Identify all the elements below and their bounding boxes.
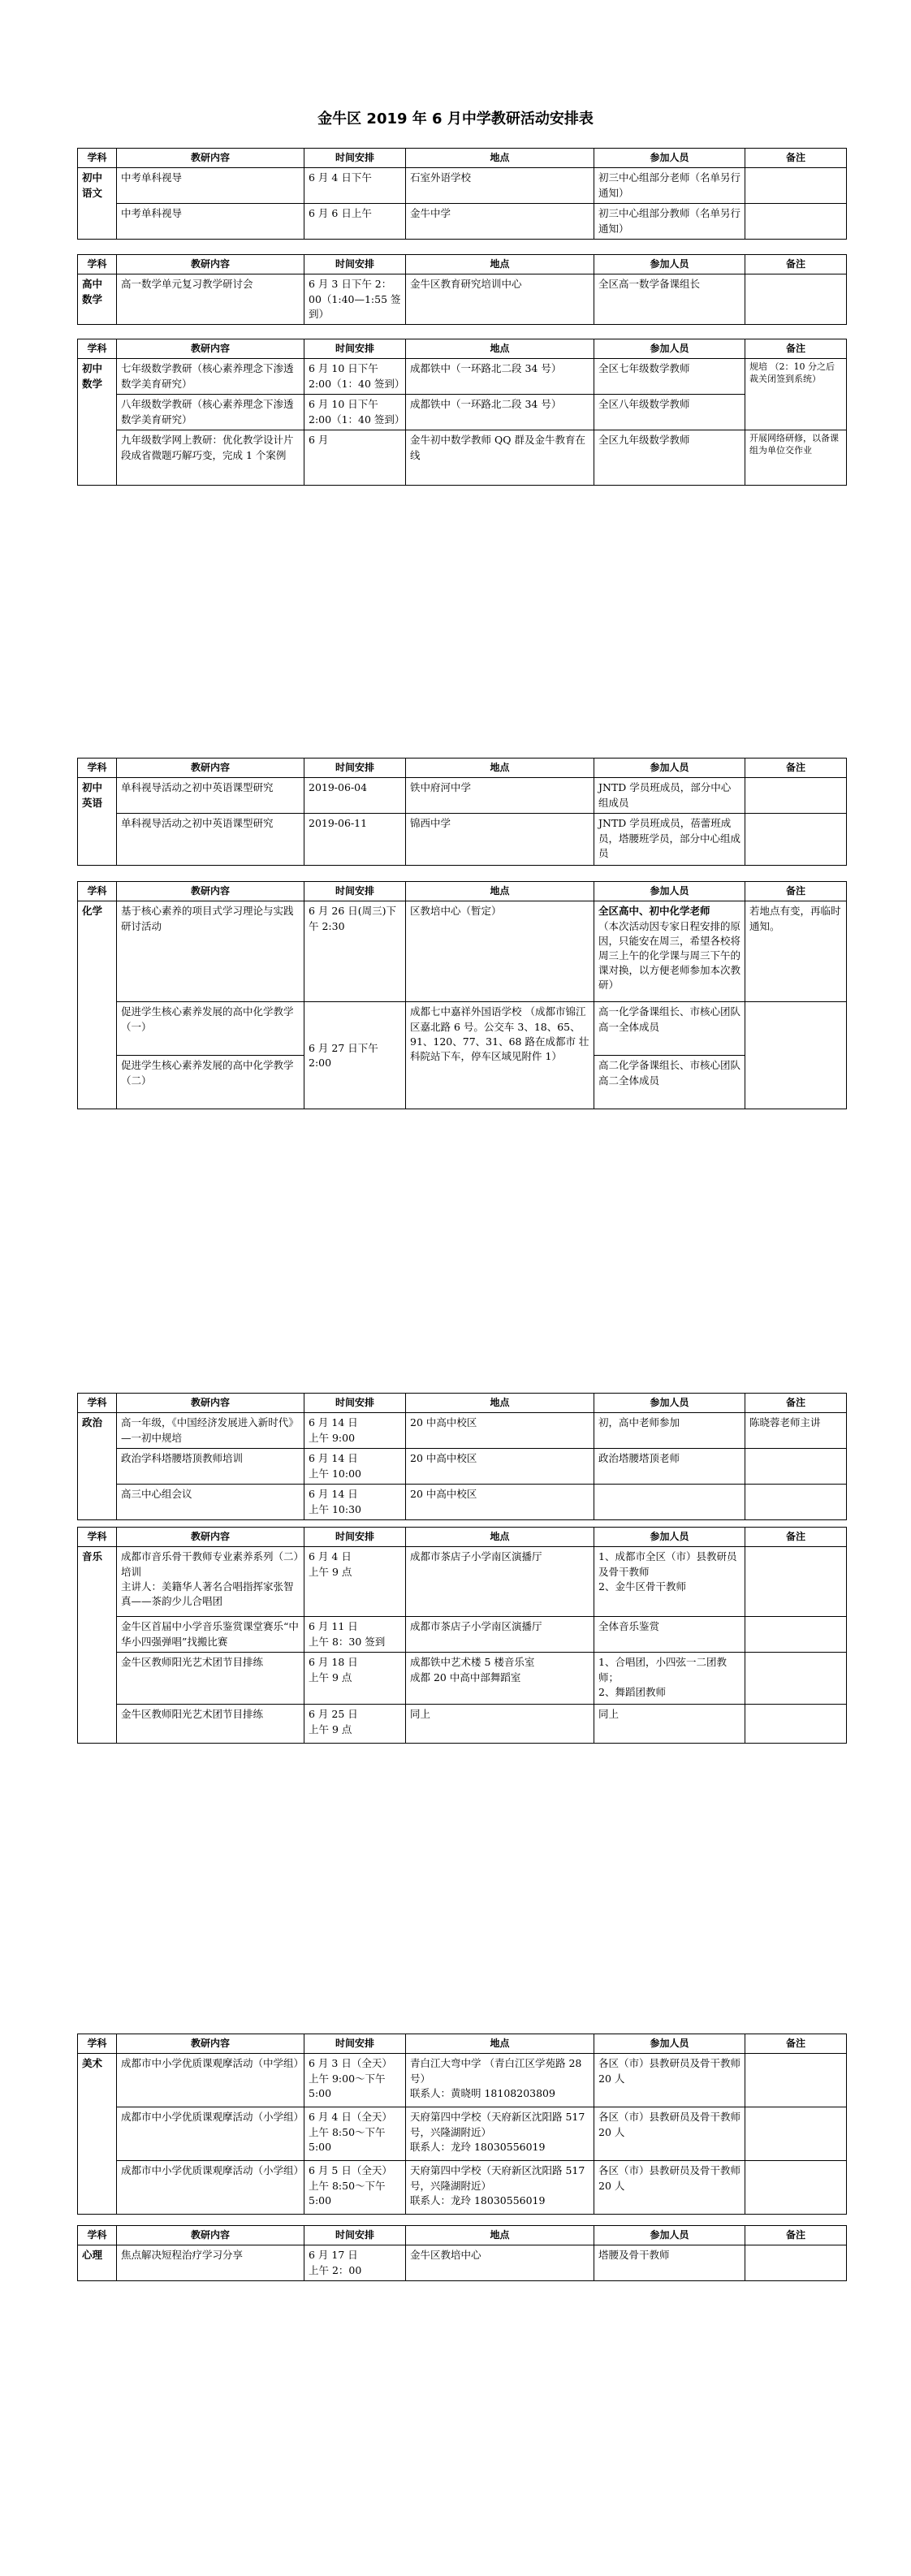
table-header-row xyxy=(78,882,847,901)
schedule-table-art xyxy=(77,2034,847,2215)
content-cell: 成都市中小学优质课观摩活动（小学组） xyxy=(117,2107,304,2161)
col-header-note: 备注 xyxy=(745,759,847,778)
time-cell: 6 月 27 日下午 2:00 xyxy=(304,1002,406,1109)
content-cell: 焦点解决短程治疗学习分享 xyxy=(117,2245,304,2281)
col-header-place: 地点 xyxy=(406,2226,594,2245)
time-cell: 6 月 3 日下午 2：00（1:40—1:55 签到） xyxy=(304,274,406,325)
col-header-people: 参加人员 xyxy=(594,149,745,168)
people-cell: 初三中心组部分教师（名单另行通知） xyxy=(594,204,745,240)
subject-cell: 高中 数学 xyxy=(78,274,117,325)
col-header-place: 地点 xyxy=(406,2034,594,2054)
people-cell: 政治塔腰塔顶老师 xyxy=(594,1449,745,1485)
col-header-subject: 学科 xyxy=(78,2226,117,2245)
people-cell: 全区九年级数学教师 xyxy=(594,430,745,486)
place-cell: 成都市茶店子小学南区演播厅 xyxy=(406,1617,594,1653)
table-row xyxy=(78,1617,847,1653)
time-cell: 6 月 14 日 上午 10:00 xyxy=(304,1449,406,1485)
table-row xyxy=(78,359,847,395)
table-header-row xyxy=(78,1528,847,1547)
time-cell: 6 月 10 日下午 2:00（1：40 签到） xyxy=(304,359,406,395)
content-cell: 八年级数学教研（核心素养理念下渗透数学美育研究） xyxy=(117,395,304,430)
time-cell: 6 月 5 日（全天） 上午 8:50～下午 5:00 xyxy=(304,2161,406,2215)
time-cell: 6 月 26 日(周三)下午 2:30 xyxy=(304,901,406,1002)
time-cell: 6 月 17 日 上午 2：00 xyxy=(304,2245,406,2281)
table-row xyxy=(78,2245,847,2281)
subject-cell: 政治 xyxy=(78,1413,117,1520)
col-header-content: 教研内容 xyxy=(117,255,304,274)
people-cell: 初三中心组部分老师（名单另行通知） xyxy=(594,168,745,204)
col-header-time: 时间安排 xyxy=(304,1394,406,1413)
place-cell: 锦西中学 xyxy=(406,814,594,866)
col-header-place: 地点 xyxy=(406,149,594,168)
col-header-people: 参加人员 xyxy=(594,1528,745,1547)
col-header-place: 地点 xyxy=(406,1394,594,1413)
note-cell xyxy=(745,1547,847,1617)
col-header-time: 时间安排 xyxy=(304,149,406,168)
place-cell: 同上 xyxy=(406,1705,594,1744)
table-row xyxy=(78,2054,847,2107)
people-cell: 1、成都市全区（市）县教研员及骨干教师 2、金牛区骨干教师 xyxy=(594,1547,745,1617)
subject-cell: 初中 数学 xyxy=(78,359,117,486)
time-cell: 6 月 3 日（全天） 上午 9:00～下午 5:00 xyxy=(304,2054,406,2107)
place-cell: 金牛区教育研究培训中心 xyxy=(406,274,594,325)
subject-cell: 初中 语文 xyxy=(78,168,117,240)
col-header-note: 备注 xyxy=(745,1528,847,1547)
col-header-subject: 学科 xyxy=(78,759,117,778)
note-cell xyxy=(745,1449,847,1485)
col-header-content: 教研内容 xyxy=(117,2034,304,2054)
time-cell: 6 月 4 日（全天） 上午 8:50～下午 5:00 xyxy=(304,2107,406,2161)
subject-cell: 化学 xyxy=(78,901,117,1109)
place-cell: 成都市茶店子小学南区演播厅 xyxy=(406,1547,594,1617)
place-cell: 成都铁中（一环路北二段 34 号） xyxy=(406,359,594,395)
subject-cell: 心理 xyxy=(78,2245,117,2281)
place-cell: 青白江大弯中学 （青白江区学苑路 28 号） 联系人：黄晓明 18108203809 xyxy=(406,2054,594,2107)
note-cell: 规培 （2：10 分之后裁关闭签到系统） xyxy=(745,359,847,430)
content-cell: 政治学科塔腰塔顶教师培训 xyxy=(117,1449,304,1485)
schedule-table-junior-chinese xyxy=(77,148,847,240)
table-row xyxy=(78,2107,847,2161)
col-header-note: 备注 xyxy=(745,1394,847,1413)
place-cell: 20 中高中校区 xyxy=(406,1485,594,1520)
table-header-row xyxy=(78,149,847,168)
place-cell: 铁中府河中学 xyxy=(406,778,594,814)
people-cell: 各区（市）县教研员及骨干教师 20 人 xyxy=(594,2161,745,2215)
table-row xyxy=(78,274,847,325)
time-cell: 6 月 25 日 上午 9 点 xyxy=(304,1705,406,1744)
col-header-note: 备注 xyxy=(745,255,847,274)
place-cell: 天府第四中学校（天府新区沈阳路 517 号，兴隆湖附近） 联系人：龙玲 18030556019 xyxy=(406,2161,594,2215)
col-header-subject: 学科 xyxy=(78,339,117,359)
place-cell: 20 中高中校区 xyxy=(406,1413,594,1449)
place-cell: 成都铁中艺术楼 5 楼音乐室 成都 20 中高中部舞蹈室 xyxy=(406,1653,594,1705)
schedule-table-junior-math xyxy=(77,339,847,486)
people-cell: 同上 xyxy=(594,1705,745,1744)
note-cell xyxy=(745,2161,847,2215)
col-header-time: 时间安排 xyxy=(304,882,406,901)
note-cell xyxy=(745,2054,847,2107)
col-header-time: 时间安排 xyxy=(304,255,406,274)
col-header-place: 地点 xyxy=(406,1528,594,1547)
col-header-content: 教研内容 xyxy=(117,339,304,359)
col-header-place: 地点 xyxy=(406,339,594,359)
col-header-note: 备注 xyxy=(745,149,847,168)
table-row xyxy=(78,430,847,486)
col-header-content: 教研内容 xyxy=(117,882,304,901)
time-cell: 6 月 4 日 上午 9 点 xyxy=(304,1547,406,1617)
col-header-subject: 学科 xyxy=(78,1394,117,1413)
note-cell xyxy=(745,1705,847,1744)
people-cell: 各区（市）县教研员及骨干教师 20 人 xyxy=(594,2107,745,2161)
content-cell: 基于核心素养的项目式学习理论与实践研讨活动 xyxy=(117,901,304,1002)
note-cell: 若地点有变，再临时通知。 xyxy=(745,901,847,1002)
people-cell: 全区七年级数学教师 xyxy=(594,359,745,395)
content-cell: 高一年级，《中国经济发展进入新时代》—一初中规培 xyxy=(117,1413,304,1449)
schedule-table-music xyxy=(77,1527,847,1744)
note-cell xyxy=(745,1485,847,1520)
content-cell: 高三中心组会议 xyxy=(117,1485,304,1520)
people-cell: 各区（市）县教研员及骨干教师 20 人 xyxy=(594,2054,745,2107)
schedule-table-senior-math xyxy=(77,254,847,325)
content-cell: 成都市中小学优质课观摩活动（小学组） xyxy=(117,2161,304,2215)
time-cell: 6 月 xyxy=(304,430,406,486)
note-cell xyxy=(745,778,847,814)
subject-cell: 初中 英语 xyxy=(78,778,117,866)
col-header-subject: 学科 xyxy=(78,255,117,274)
time-cell: 6 月 11 日 上午 8：30 签到 xyxy=(304,1617,406,1653)
col-header-people: 参加人员 xyxy=(594,882,745,901)
table-row xyxy=(78,168,847,204)
table-header-row xyxy=(78,339,847,359)
col-header-subject: 学科 xyxy=(78,2034,117,2054)
people-cell: 高二化学备课组长、市核心团队高二全体成员 xyxy=(594,1056,745,1109)
table-header-row xyxy=(78,2226,847,2245)
schedule-table-psychology xyxy=(77,2225,847,2281)
content-cell: 九年级数学网上教研：优化教学设计片段成省微题巧解巧变，完成 1 个案例 xyxy=(117,430,304,486)
col-header-time: 时间安排 xyxy=(304,1528,406,1547)
table-row xyxy=(78,1413,847,1449)
people-cell: JNTD 学员班成员，部分中心组成员 xyxy=(594,778,745,814)
content-cell: 成都市音乐骨干教师专业素养系列（二）培训 主讲人：美籍华人著名合唱指挥家张智真——茶韵少儿合唱团 xyxy=(117,1547,304,1617)
table-row xyxy=(78,1547,847,1617)
content-cell: 成都市中小学优质课观摩活动（中学组） xyxy=(117,2054,304,2107)
note-cell xyxy=(745,168,847,204)
people-remark: （本次活动因专家日程安排的原因，只能安在周三，希望各校将周三上午的化学课与周三下午的课对换，以方便老师参加本次教研） xyxy=(598,919,741,992)
note-cell xyxy=(745,814,847,866)
content-cell: 单科视导活动之初中英语课型研究 xyxy=(117,778,304,814)
note-cell xyxy=(745,1653,847,1705)
time-cell: 6 月 14 日 上午 9:00 xyxy=(304,1413,406,1449)
time-cell: 2019-06-11 xyxy=(304,814,406,866)
content-cell: 单科视导活动之初中英语课型研究 xyxy=(117,814,304,866)
col-header-time: 时间安排 xyxy=(304,2034,406,2054)
col-header-people: 参加人员 xyxy=(594,1394,745,1413)
table-row xyxy=(78,1485,847,1520)
people-cell xyxy=(594,1485,745,1520)
people-cell xyxy=(594,901,745,1002)
people-cell: 初，高中老师参加 xyxy=(594,1413,745,1449)
table-row xyxy=(78,1705,847,1744)
col-header-content: 教研内容 xyxy=(117,1394,304,1413)
col-header-people: 参加人员 xyxy=(594,2226,745,2245)
content-cell: 中考单科视导 xyxy=(117,204,304,240)
col-header-content: 教研内容 xyxy=(117,759,304,778)
table-row xyxy=(78,1002,847,1056)
place-cell: 金牛初中数学教师 QQ 群及金牛教育在线 xyxy=(406,430,594,486)
content-cell: 促进学生核心素养发展的高中化学教学 （二） xyxy=(117,1056,304,1109)
content-cell: 中考单科视导 xyxy=(117,168,304,204)
people-cell: 塔腰及骨干教师 xyxy=(594,2245,745,2281)
col-header-subject: 学科 xyxy=(78,882,117,901)
col-header-note: 备注 xyxy=(745,2226,847,2245)
col-header-subject: 学科 xyxy=(78,1528,117,1547)
note-cell xyxy=(745,274,847,325)
table-row xyxy=(78,901,847,1002)
col-header-note: 备注 xyxy=(745,882,847,901)
time-cell: 2019-06-04 xyxy=(304,778,406,814)
content-cell: 金牛区教师阳光艺术团节目排练 xyxy=(117,1653,304,1705)
col-header-place: 地点 xyxy=(406,759,594,778)
col-header-people: 参加人员 xyxy=(594,255,745,274)
table-row xyxy=(78,395,847,430)
col-header-content: 教研内容 xyxy=(117,149,304,168)
col-header-note: 备注 xyxy=(745,339,847,359)
time-cell: 6 月 6 日上午 xyxy=(304,204,406,240)
people-cell: 高一化学备课组长、市核心团队高一全体成员 xyxy=(594,1002,745,1056)
subject-cell: 音乐 xyxy=(78,1547,117,1744)
people-cell: 全体音乐鉴赏 xyxy=(594,1617,745,1653)
schedule-table-chemistry xyxy=(77,881,847,1109)
col-header-time: 时间安排 xyxy=(304,339,406,359)
note-cell xyxy=(745,1617,847,1653)
note-cell: 陈晓蓉老师主讲 xyxy=(745,1413,847,1449)
note-cell xyxy=(745,204,847,240)
time-cell: 6 月 10 日下午 2:00（1：40 签到） xyxy=(304,395,406,430)
content-cell: 金牛区首届中小学音乐鉴赏课堂赛乐“中华小四强弹唱”找搬比赛 xyxy=(117,1617,304,1653)
people-highlight: 全区高中、初中化学老师 xyxy=(598,905,710,918)
place-cell: 金牛中学 xyxy=(406,204,594,240)
table-row xyxy=(78,814,847,866)
note-cell xyxy=(745,1002,847,1109)
people-cell: 全区八年级数学教师 xyxy=(594,395,745,430)
note-cell xyxy=(745,2107,847,2161)
col-header-people: 参加人员 xyxy=(594,2034,745,2054)
col-header-time: 时间安排 xyxy=(304,2226,406,2245)
col-header-place: 地点 xyxy=(406,255,594,274)
table-row xyxy=(78,2161,847,2215)
col-header-place: 地点 xyxy=(406,882,594,901)
content-cell: 金牛区教师阳光艺术团节目排练 xyxy=(117,1705,304,1744)
people-cell: 全区高一数学备课组长 xyxy=(594,274,745,325)
table-header-row xyxy=(78,1394,847,1413)
table-header-row xyxy=(78,255,847,274)
col-header-people: 参加人员 xyxy=(594,759,745,778)
col-header-content: 教研内容 xyxy=(117,2226,304,2245)
col-header-people: 参加人员 xyxy=(594,339,745,359)
document-title: 金牛区 2019 年 6 月中学教研活动安排表 xyxy=(317,110,594,128)
time-cell: 6 月 18 日 上午 9 点 xyxy=(304,1653,406,1705)
col-header-note: 备注 xyxy=(745,2034,847,2054)
table-row xyxy=(78,778,847,814)
col-header-subject: 学科 xyxy=(78,149,117,168)
schedule-table-politics xyxy=(77,1393,847,1520)
place-cell: 金牛区教培中心 xyxy=(406,2245,594,2281)
note-cell xyxy=(745,2245,847,2281)
content-cell: 七年级数学教研（核心素养理念下渗透数学美育研究） xyxy=(117,359,304,395)
place-cell: 20 中高中校区 xyxy=(406,1449,594,1485)
schedule-table-junior-english xyxy=(77,758,847,866)
col-header-content: 教研内容 xyxy=(117,1528,304,1547)
time-cell: 6 月 4 日下午 xyxy=(304,168,406,204)
place-cell: 石室外语学校 xyxy=(406,168,594,204)
place-cell: 区教培中心（暂定） xyxy=(406,901,594,1002)
col-header-time: 时间安排 xyxy=(304,759,406,778)
table-row xyxy=(78,1653,847,1705)
content-cell: 促进学生核心素养发展的高中化学教学 （一） xyxy=(117,1002,304,1056)
table-row xyxy=(78,204,847,240)
content-cell: 高一数学单元复习教学研讨会 xyxy=(117,274,304,325)
note-cell: 开展网络研修，以备课组为单位交作业 xyxy=(745,430,847,486)
place-cell: 成都铁中（一环路北二段 34 号） xyxy=(406,395,594,430)
table-row xyxy=(78,1449,847,1485)
place-cell: 成都七中嘉祥外国语学校 （成都市锦江区嘉北路 6 号。公交车 3、18、65、91、120、77、31、68 路在成都市 壮科院站下车，停车区域见附件 1） xyxy=(406,1002,594,1109)
place-cell: 天府第四中学校（天府新区沈阳路 517 号，兴隆湖附近） 联系人：龙玲 18030556019 xyxy=(406,2107,594,2161)
subject-cell: 美术 xyxy=(78,2054,117,2215)
table-header-row xyxy=(78,2034,847,2054)
people-cell: 1、合唱团，小四弦一二团教师； 2、舞蹈团教师 xyxy=(594,1653,745,1705)
time-cell: 6 月 14 日 上午 10:30 xyxy=(304,1485,406,1520)
people-cell: JNTD 学员班成员，蓓蕾班成员，塔腰班学员，部分中心组成员 xyxy=(594,814,745,866)
table-header-row xyxy=(78,759,847,778)
